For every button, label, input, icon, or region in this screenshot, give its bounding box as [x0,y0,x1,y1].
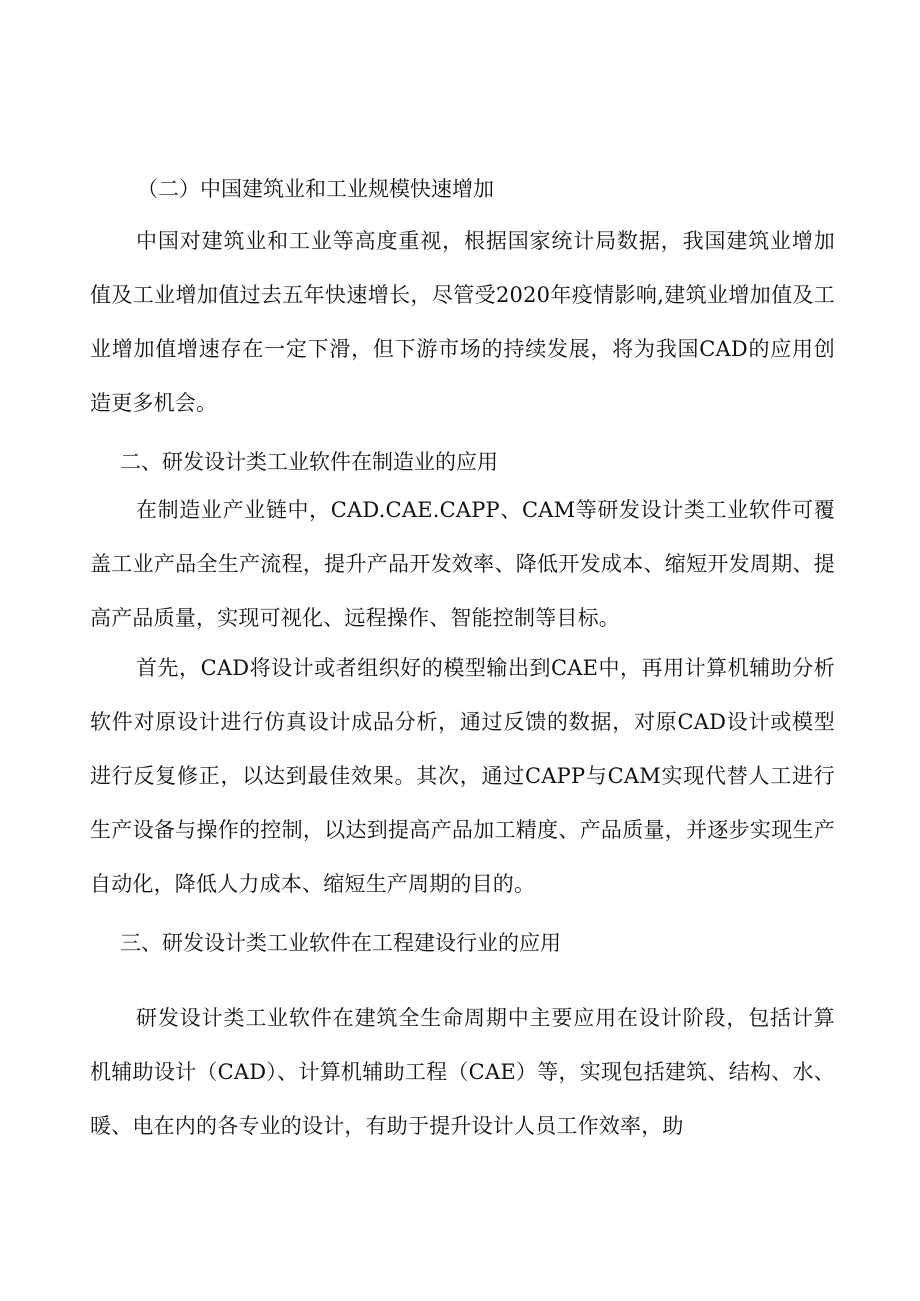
paragraph-manufacturing-chain: 在制造业产业链中，CAD.CAE.CAPP、CAM等研发设计类工业软件可覆盖工业产品全生产流程，提升产品开发效率、降低开发成本、缩短开发周期、提高产品质量，实现可视化、远程操作、智能控制等目标。 [90,498,835,630]
paragraph-building-lifecycle: 研发设计类工业软件在建筑全生命周期中主要应用在设计阶段，包括计算机辅助设计（CAD）、计算机辅助工程（CAE）等，实现包括建筑、结构、水、暖、电在内的各专业的设计，有助于提升设计人员工作效率，助 [90,1006,835,1138]
paragraph-construction-growth: 中国对建筑业和工业等高度重视，根据国家统计局数据，我国建筑业增加值及工业增加值过去五年快速增长，尽管受2020年疫情影响,建筑业增加值及工业增加值增速存在一定下滑，但下游市场的持续发展，将为我国CAD的应用创造更多机会。 [90,229,835,415]
paragraph-cad-cae-workflow: 首先，CAD将设计或者组织好的模型输出到CAE中，再用计算机辅助分析软件对原设计进行仿真设计成品分析，通过反馈的数据，对原CAD设计或模型进行反复修正，以达到最佳效果。其次，通过CAPP与CAM实现代替人工进行生产设备与操作的控制，以达到提高产品加工精度、产品质量，并逐步实现生产自动化，降低人力成本、缩短生产周期的目的。 [90,656,835,896]
section-heading-engineering-construction: 三、研发设计类工业软件在工程建设行业的应用 [120,931,561,955]
subsection-heading-construction-industry: （二）中国建筑业和工业规模快速增加 [137,177,494,201]
section-heading-manufacturing: 二、研发设计类工业软件在制造业的应用 [120,450,498,474]
